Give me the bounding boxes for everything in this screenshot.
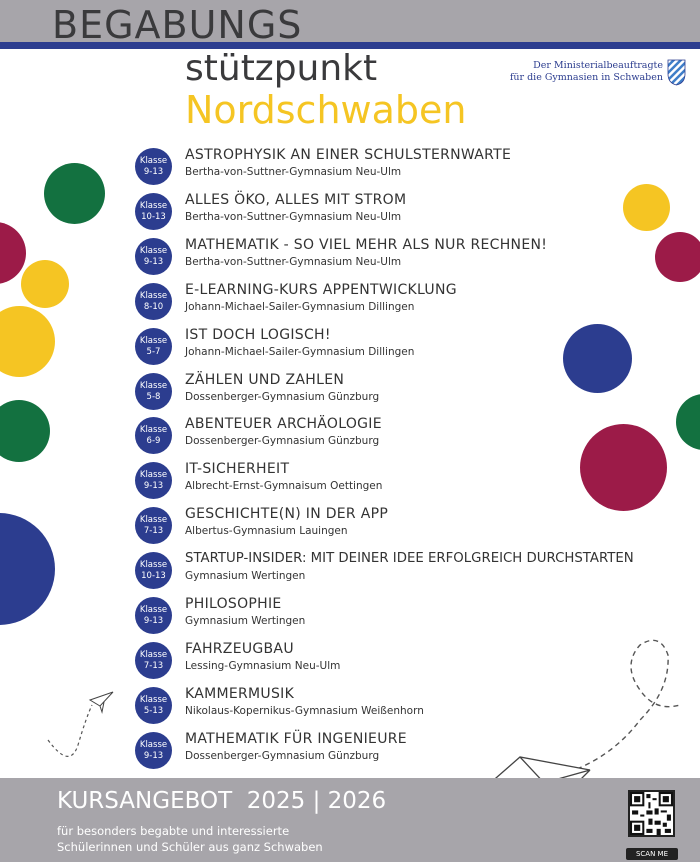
klasse-range: 9-13	[143, 256, 164, 267]
klasse-label: Klasse	[139, 380, 168, 391]
klasse-badge	[135, 687, 172, 724]
klasse-label: Klasse	[139, 649, 168, 660]
klasse-range: 8-10	[143, 301, 164, 312]
course-item	[135, 326, 695, 368]
klasse-range: 5-7	[146, 346, 161, 357]
course-title: GESCHICHTE(N) IN DER APP	[185, 506, 389, 522]
klasse-range: 5-13	[143, 705, 164, 716]
klasse-badge	[135, 597, 172, 634]
klasse-label: Klasse	[139, 290, 168, 301]
klasse-badge	[135, 373, 172, 410]
course-item	[135, 640, 695, 682]
course-item	[135, 505, 695, 547]
course-school: Bertha-von-Suttner-Gymnasium Neu-Ulm	[185, 166, 402, 178]
klasse-label: Klasse	[139, 694, 168, 705]
klasse-label: Klasse	[139, 469, 168, 480]
klasse-range: 10-13	[141, 570, 166, 581]
course-school: Dossenberger-Gymnasium Günzburg	[185, 391, 380, 403]
course-title: KAMMERMUSIK	[185, 686, 295, 702]
course-title: MATHEMATIK - SO VIEL MEHR ALS NUR RECHNEN!	[185, 237, 548, 253]
klasse-badge	[135, 732, 172, 769]
title-begabungs: BEGABUNGS	[52, 3, 303, 47]
title-stuetzpunkt: stützpunkt	[185, 48, 378, 89]
footer-subtitle-line-1: für besonders begabte und interessierte	[57, 824, 290, 838]
course-title: ASTROPHYSIK AN EINER SCHULSTERNWARTE	[185, 147, 512, 163]
course-item	[135, 236, 695, 278]
klasse-range: 10-13	[141, 211, 166, 222]
klasse-range: 6-9	[146, 435, 161, 446]
klasse-label: Klasse	[139, 514, 168, 525]
klasse-badge	[135, 507, 172, 544]
klasse-range: 9-13	[143, 480, 164, 491]
course-school: Gymnasium Wertingen	[185, 615, 306, 627]
klasse-label: Klasse	[139, 559, 168, 570]
klasse-badge	[135, 328, 172, 365]
course-title: STARTUP-INSIDER: MIT DEINER IDEE ERFOLGREICH DURCHSTARTEN	[185, 551, 634, 566]
klasse-badge	[135, 552, 172, 589]
course-school: Dossenberger-Gymnasium Günzburg	[185, 750, 380, 762]
klasse-badge	[135, 642, 172, 679]
klasse-range: 7-13	[143, 660, 164, 671]
course-item	[135, 460, 695, 502]
kursangebot-title: KURSANGEBOT 2025 | 2026	[57, 788, 387, 814]
klasse-label: Klasse	[139, 155, 168, 166]
course-item	[135, 146, 695, 188]
klasse-label: Klasse	[139, 739, 168, 750]
course-school: Dossenberger-Gymnasium Günzburg	[185, 435, 380, 447]
klasse-range: 9-13	[143, 750, 164, 761]
course-school: Gymnasium Wertingen	[185, 570, 306, 582]
course-title: IT-SICHERHEIT	[185, 461, 290, 477]
course-item	[135, 730, 695, 772]
ministry-line-2: für die Gymnasien in Schwaben	[509, 72, 663, 83]
course-item	[135, 595, 695, 637]
course-school: Bertha-von-Suttner-Gymnasium Neu-Ulm	[185, 211, 402, 223]
qr-code-icon[interactable]	[628, 790, 675, 837]
klasse-label: Klasse	[139, 335, 168, 346]
scan-me-label: SCAN ME	[626, 848, 678, 860]
course-school: Bertha-von-Suttner-Gymnasium Neu-Ulm	[185, 256, 402, 268]
course-title: FAHRZEUGBAU	[185, 641, 294, 657]
course-school: Johann-Michael-Sailer-Gymnasium Dillingen	[185, 301, 415, 313]
course-school: Albertus-Gymnasium Lauingen	[185, 525, 348, 537]
klasse-badge	[135, 238, 172, 275]
course-school: Albrecht-Ernst-Gymnaisum Oettingen	[185, 480, 383, 492]
course-item	[135, 550, 695, 592]
course-title: PHILOSOPHIE	[185, 596, 282, 612]
course-item	[135, 685, 695, 727]
klasse-range: 9-13	[143, 615, 164, 626]
course-item	[135, 281, 695, 323]
klasse-label: Klasse	[139, 424, 168, 435]
klasse-range: 7-13	[143, 525, 164, 536]
klasse-badge	[135, 283, 172, 320]
course-item	[135, 415, 695, 457]
klasse-badge	[135, 193, 172, 230]
footer-subtitle	[57, 823, 323, 855]
course-title: MATHEMATIK FÜR INGENIEURE	[185, 731, 407, 747]
klasse-range: 5-8	[146, 391, 161, 402]
course-school: Lessing-Gymnasium Neu-Ulm	[185, 660, 341, 672]
title-nordschwaben: Nordschwaben	[185, 88, 467, 132]
klasse-label: Klasse	[139, 245, 168, 256]
klasse-label: Klasse	[139, 604, 168, 615]
footer-subtitle-line-2: Schülerinnen und Schüler aus ganz Schwaben	[57, 840, 323, 854]
course-title: ABENTEUER ARCHÄOLOGIE	[185, 416, 382, 432]
course-school: Nikolaus-Kopernikus-Gymnasium Weißenhorn	[185, 705, 424, 717]
qr-code-pattern	[630, 792, 673, 835]
ministry-line-1: Der Ministerialbeauftragte	[533, 60, 663, 71]
klasse-badge	[135, 462, 172, 499]
course-school: Johann-Michael-Sailer-Gymnasium Dillingen	[185, 346, 415, 358]
klasse-badge	[135, 148, 172, 185]
course-title: E-LEARNING-KURS APPENTWICKLUNG	[185, 282, 457, 298]
klasse-label: Klasse	[139, 200, 168, 211]
course-title: IST DOCH LOGISCH!	[185, 327, 331, 343]
course-item	[135, 371, 695, 413]
course-item	[135, 191, 695, 233]
paper-plane-icon	[90, 692, 113, 712]
course-title: ALLES ÖKO, ALLES MIT STROM	[185, 192, 407, 208]
course-title: ZÄHLEN UND ZAHLEN	[185, 372, 345, 388]
klasse-badge	[135, 417, 172, 454]
klasse-range: 9-13	[143, 166, 164, 177]
